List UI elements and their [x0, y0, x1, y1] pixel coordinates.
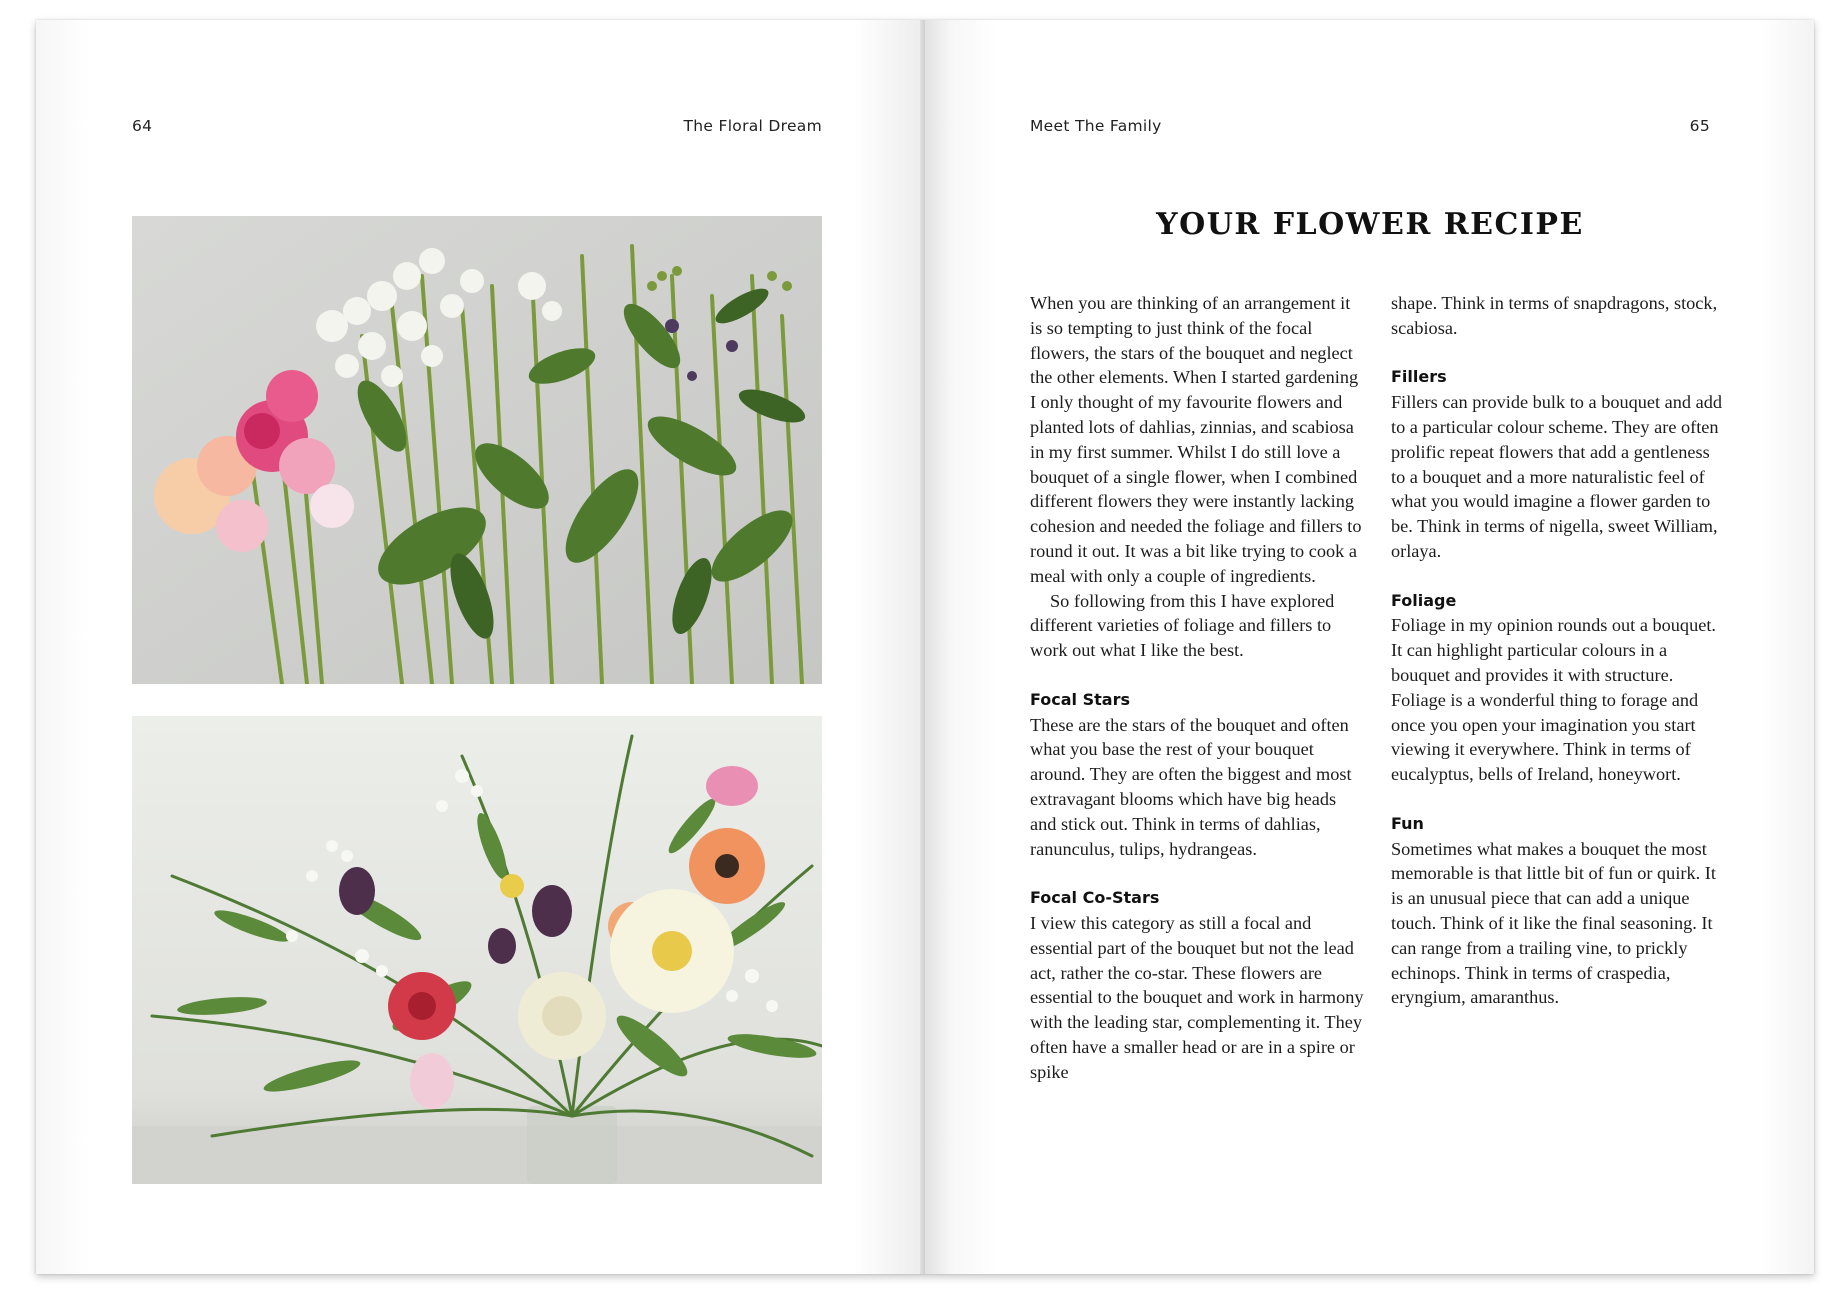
- intro-paragraph-1: When you are thinking of an arrangement it is so tempting to just think of the focal flowers, the stars of the bouquet and neglect the other elements. When I started gardening I only thought of my favourite flowers and planted lots of dahlias, zinnias, and scabiosa in my first summer. Whilst I do still love a bouquet of a single flower, when I combined different flowers they were instantly lacking cohesion and needed the foliage and fillers to round it out. It was a bit like trying to cook a meal with only a couple of ingredients.: [1030, 293, 1362, 586]
- page-heading: YOUR FLOWER RECIPE: [1156, 207, 1584, 242]
- running-title-right: Meet The Family: [1030, 117, 1162, 135]
- running-title-left: The Floral Dream: [683, 117, 822, 135]
- text-column-left: [1030, 291, 1365, 1085]
- foliage-heading: Foliage: [1391, 590, 1457, 610]
- left-page: [36, 20, 925, 1274]
- intro-paragraph-2: So following from this I have explored different varieties of foliage and fillers to work out what I like the best.: [1030, 590, 1335, 661]
- fun-text: Sometimes what makes a bouquet the most memorable is that little bit of fun or quirk. It is an unusual piece that can add a unique touch. Think of it like the final seasoning. It can range from a trailing vine, to prickly echinops. Think in terms of craspedia, eryngium, amaranthus.: [1391, 838, 1716, 1008]
- focal-stars-text: These are the stars of the bouquet and often what you base the rest of your bouquet around. They are often the biggest and most extravagant blooms which have big heads and stick out. Think in terms of dahlias, ranunculus, tulips, hydrangeas.: [1030, 714, 1352, 859]
- text-column-right: [1391, 291, 1726, 1010]
- page-number-left: 64: [132, 117, 153, 135]
- fun-heading: Fun: [1391, 813, 1424, 833]
- focal-co-stars-text: I view this category as still a focal and essential part of the bouquet but not the lead act, rather the co-star. These flowers are essential to the bouquet and work in harmony with the leading star, complementing it. They often have a smaller head or are in a spire or spike: [1030, 912, 1364, 1082]
- fillers-heading: Fillers: [1391, 367, 1447, 387]
- page-number-right: 65: [1689, 117, 1710, 135]
- co-stars-continuation: shape. Think in terms of snapdragons, stock, scabiosa.: [1391, 293, 1718, 338]
- vase-bouquet-illustration: [132, 716, 822, 1184]
- vase-bouquet-photo: [132, 716, 822, 1184]
- foliage-text: Foliage in my opinion rounds out a bouquet. It can highlight particular colours in a bouquet and provides it with structure. Foliage is a wonderful thing to forage and once you open your imagination you start viewing it everywhere. Think in terms of eucalyptus, bells of Ireland, honeywort.: [1391, 615, 1716, 785]
- fillers-text: Fillers can provide bulk to a bouquet and add to a particular colour scheme. They are often prolific repeat flowers that add a gentleness to a bouquet and a more naturalistic feel of what you would imagine a flower garden to be. Think in terms of nigella, sweet William, orlaya.: [1391, 392, 1723, 561]
- flat-lay-flowers-illustration: [132, 216, 822, 684]
- focal-stars-heading: Focal Stars: [1030, 689, 1130, 709]
- focal-co-stars-heading: Focal Co-Stars: [1030, 888, 1160, 908]
- flat-lay-flowers-photo: [132, 216, 822, 684]
